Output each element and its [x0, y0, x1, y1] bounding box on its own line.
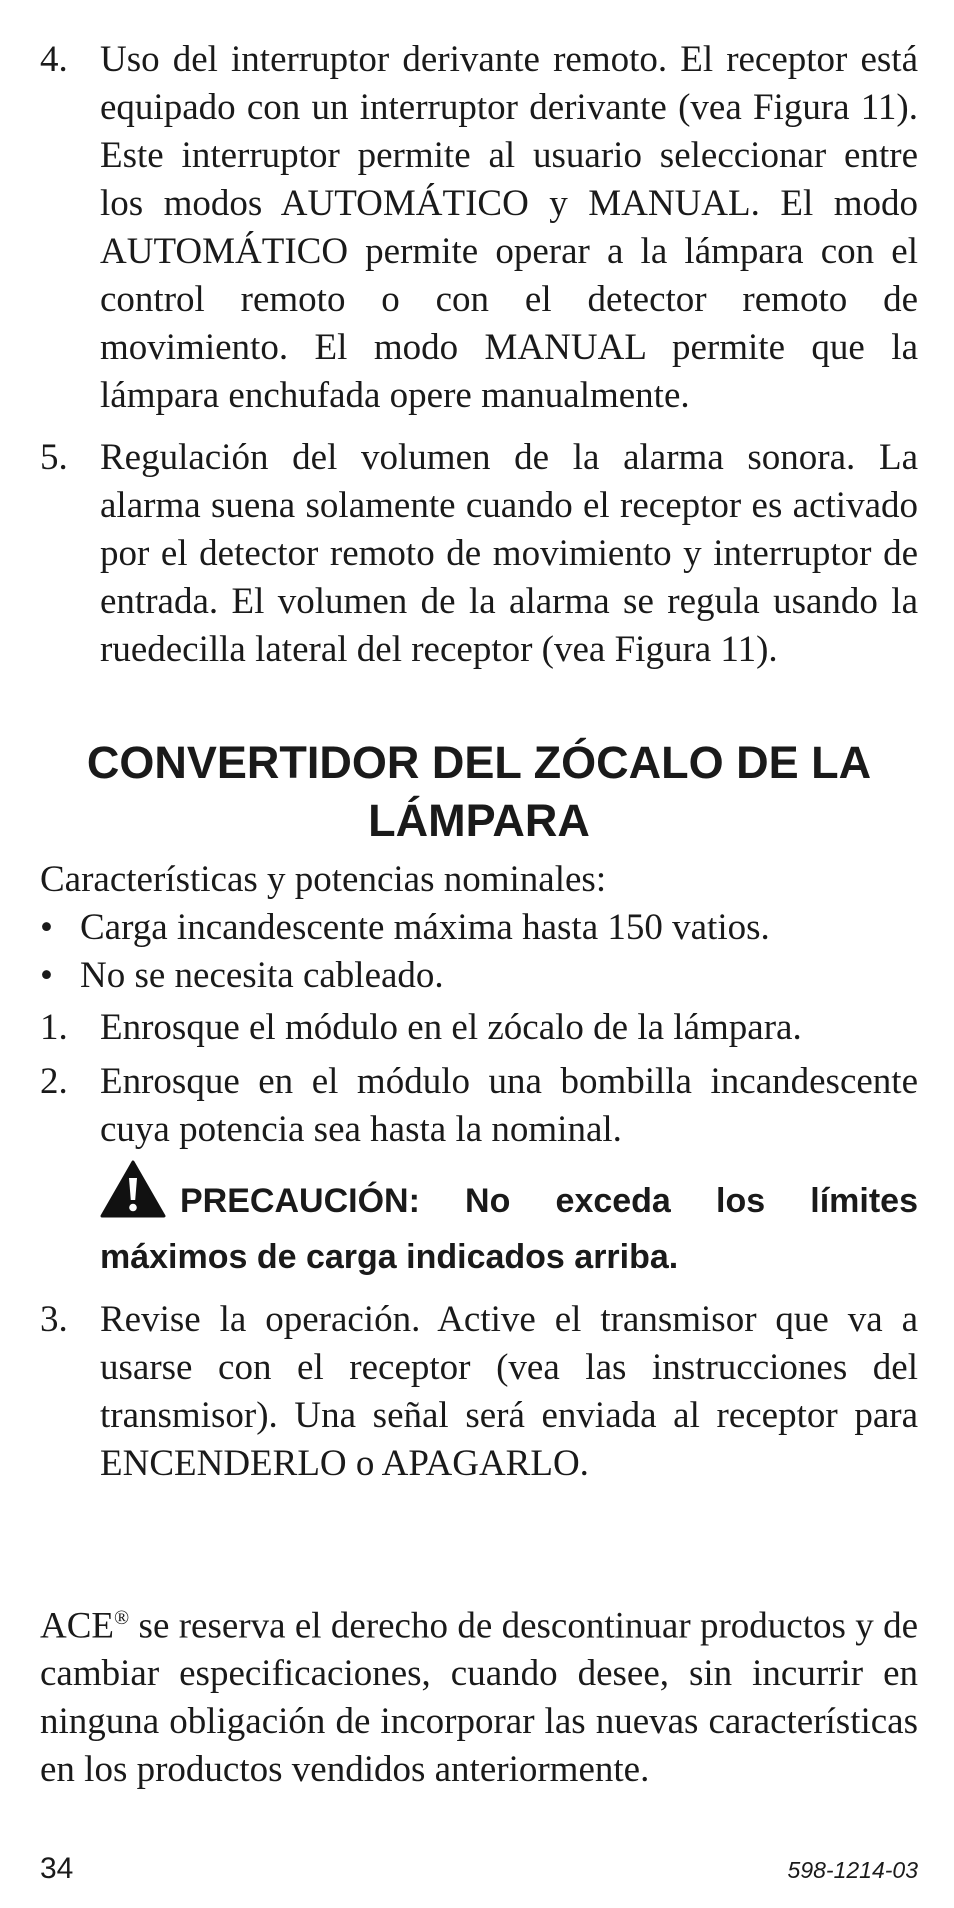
bullet-item: [40, 952, 918, 1000]
bullet-text: Carga incandescente máxima hasta 150 vatios.: [80, 907, 770, 948]
bullet-symbol: •: [40, 955, 53, 996]
section-heading-line1: CONVERTIDOR DEL ZÓCALO DE LA: [86, 737, 872, 788]
operation-step: [40, 1296, 918, 1502]
step-1: [40, 1004, 918, 1052]
caution-notice: [100, 1160, 918, 1282]
section-heading: [40, 734, 918, 850]
disclaimer-text: se reserva el derecho de descontinuar productos y de cambiar especificaciones, cuando desee, sin incurrir en ninguna obligación de incorporar las nuevas características en los productos vendidos anteriormente.: [40, 1605, 918, 1791]
bullet-symbol: •: [40, 907, 53, 948]
list-item-4: [40, 36, 918, 420]
bullet-item: [40, 904, 918, 952]
disclaimer-paragraph: [40, 1594, 918, 1794]
caution-text: PRECAUCIÓN: No exceda los límites máximos de carga indicados arriba.: [100, 1182, 918, 1276]
document-number: 598-1214-03: [787, 1857, 918, 1883]
step-3: [40, 1296, 918, 1488]
bullet-text: No se necesita cableado.: [80, 955, 444, 996]
step-number: 3.: [40, 1299, 68, 1340]
page-number: 34: [40, 1852, 74, 1885]
step-text: Enrosque el módulo en el zócalo de la lámpara.: [100, 1007, 802, 1048]
warning-triangle-icon: [100, 1160, 166, 1232]
step-2: [40, 1058, 918, 1154]
brand-name: ACE: [40, 1605, 114, 1647]
list-number: 5.: [40, 437, 68, 478]
step-number: 2.: [40, 1061, 68, 1102]
features-intro: Características y potencias nominales:: [40, 859, 607, 900]
step-number: 1.: [40, 1007, 68, 1048]
list-item-5: [40, 434, 918, 674]
list-text: Regulación del volumen de la alarma sonora. La alarma suena solamente cuando el receptor es activado por el detector remoto de movimiento y interruptor de entrada. El volumen de la alarma se regula usando la ruedecilla lateral del receptor (vea Figura 11).: [100, 437, 918, 670]
features-list: [40, 904, 918, 1000]
section-heading-line2: LÁMPARA: [368, 795, 590, 846]
numbered-list-top: [40, 36, 918, 688]
list-number: 4.: [40, 39, 68, 80]
installation-steps: [40, 1004, 918, 1168]
step-text: Revise la operación. Active el transmisor que va a usarse con el receptor (vea las instrucciones del transmisor). Una señal será enviada al receptor para ENCENDERLO o APAGARLO.: [100, 1299, 918, 1484]
registered-mark: ®: [114, 1607, 130, 1629]
list-text: Uso del interruptor derivante remoto. El receptor está equipado con un interruptor derivante (vea Figura 11). Este interruptor permite al usuario seleccionar entre los modos AUTOMÁTICO y MANUAL. El modo AUTOMÁTICO permite operar a la lámpara con el control remoto o con el detector remoto de movimiento. El modo MANUAL permite que la lámpara enchufada opere manualmente.: [100, 39, 918, 416]
step-text: Enrosque en el módulo una bombilla incandescente cuya potencia sea hasta la nominal.: [100, 1061, 918, 1150]
